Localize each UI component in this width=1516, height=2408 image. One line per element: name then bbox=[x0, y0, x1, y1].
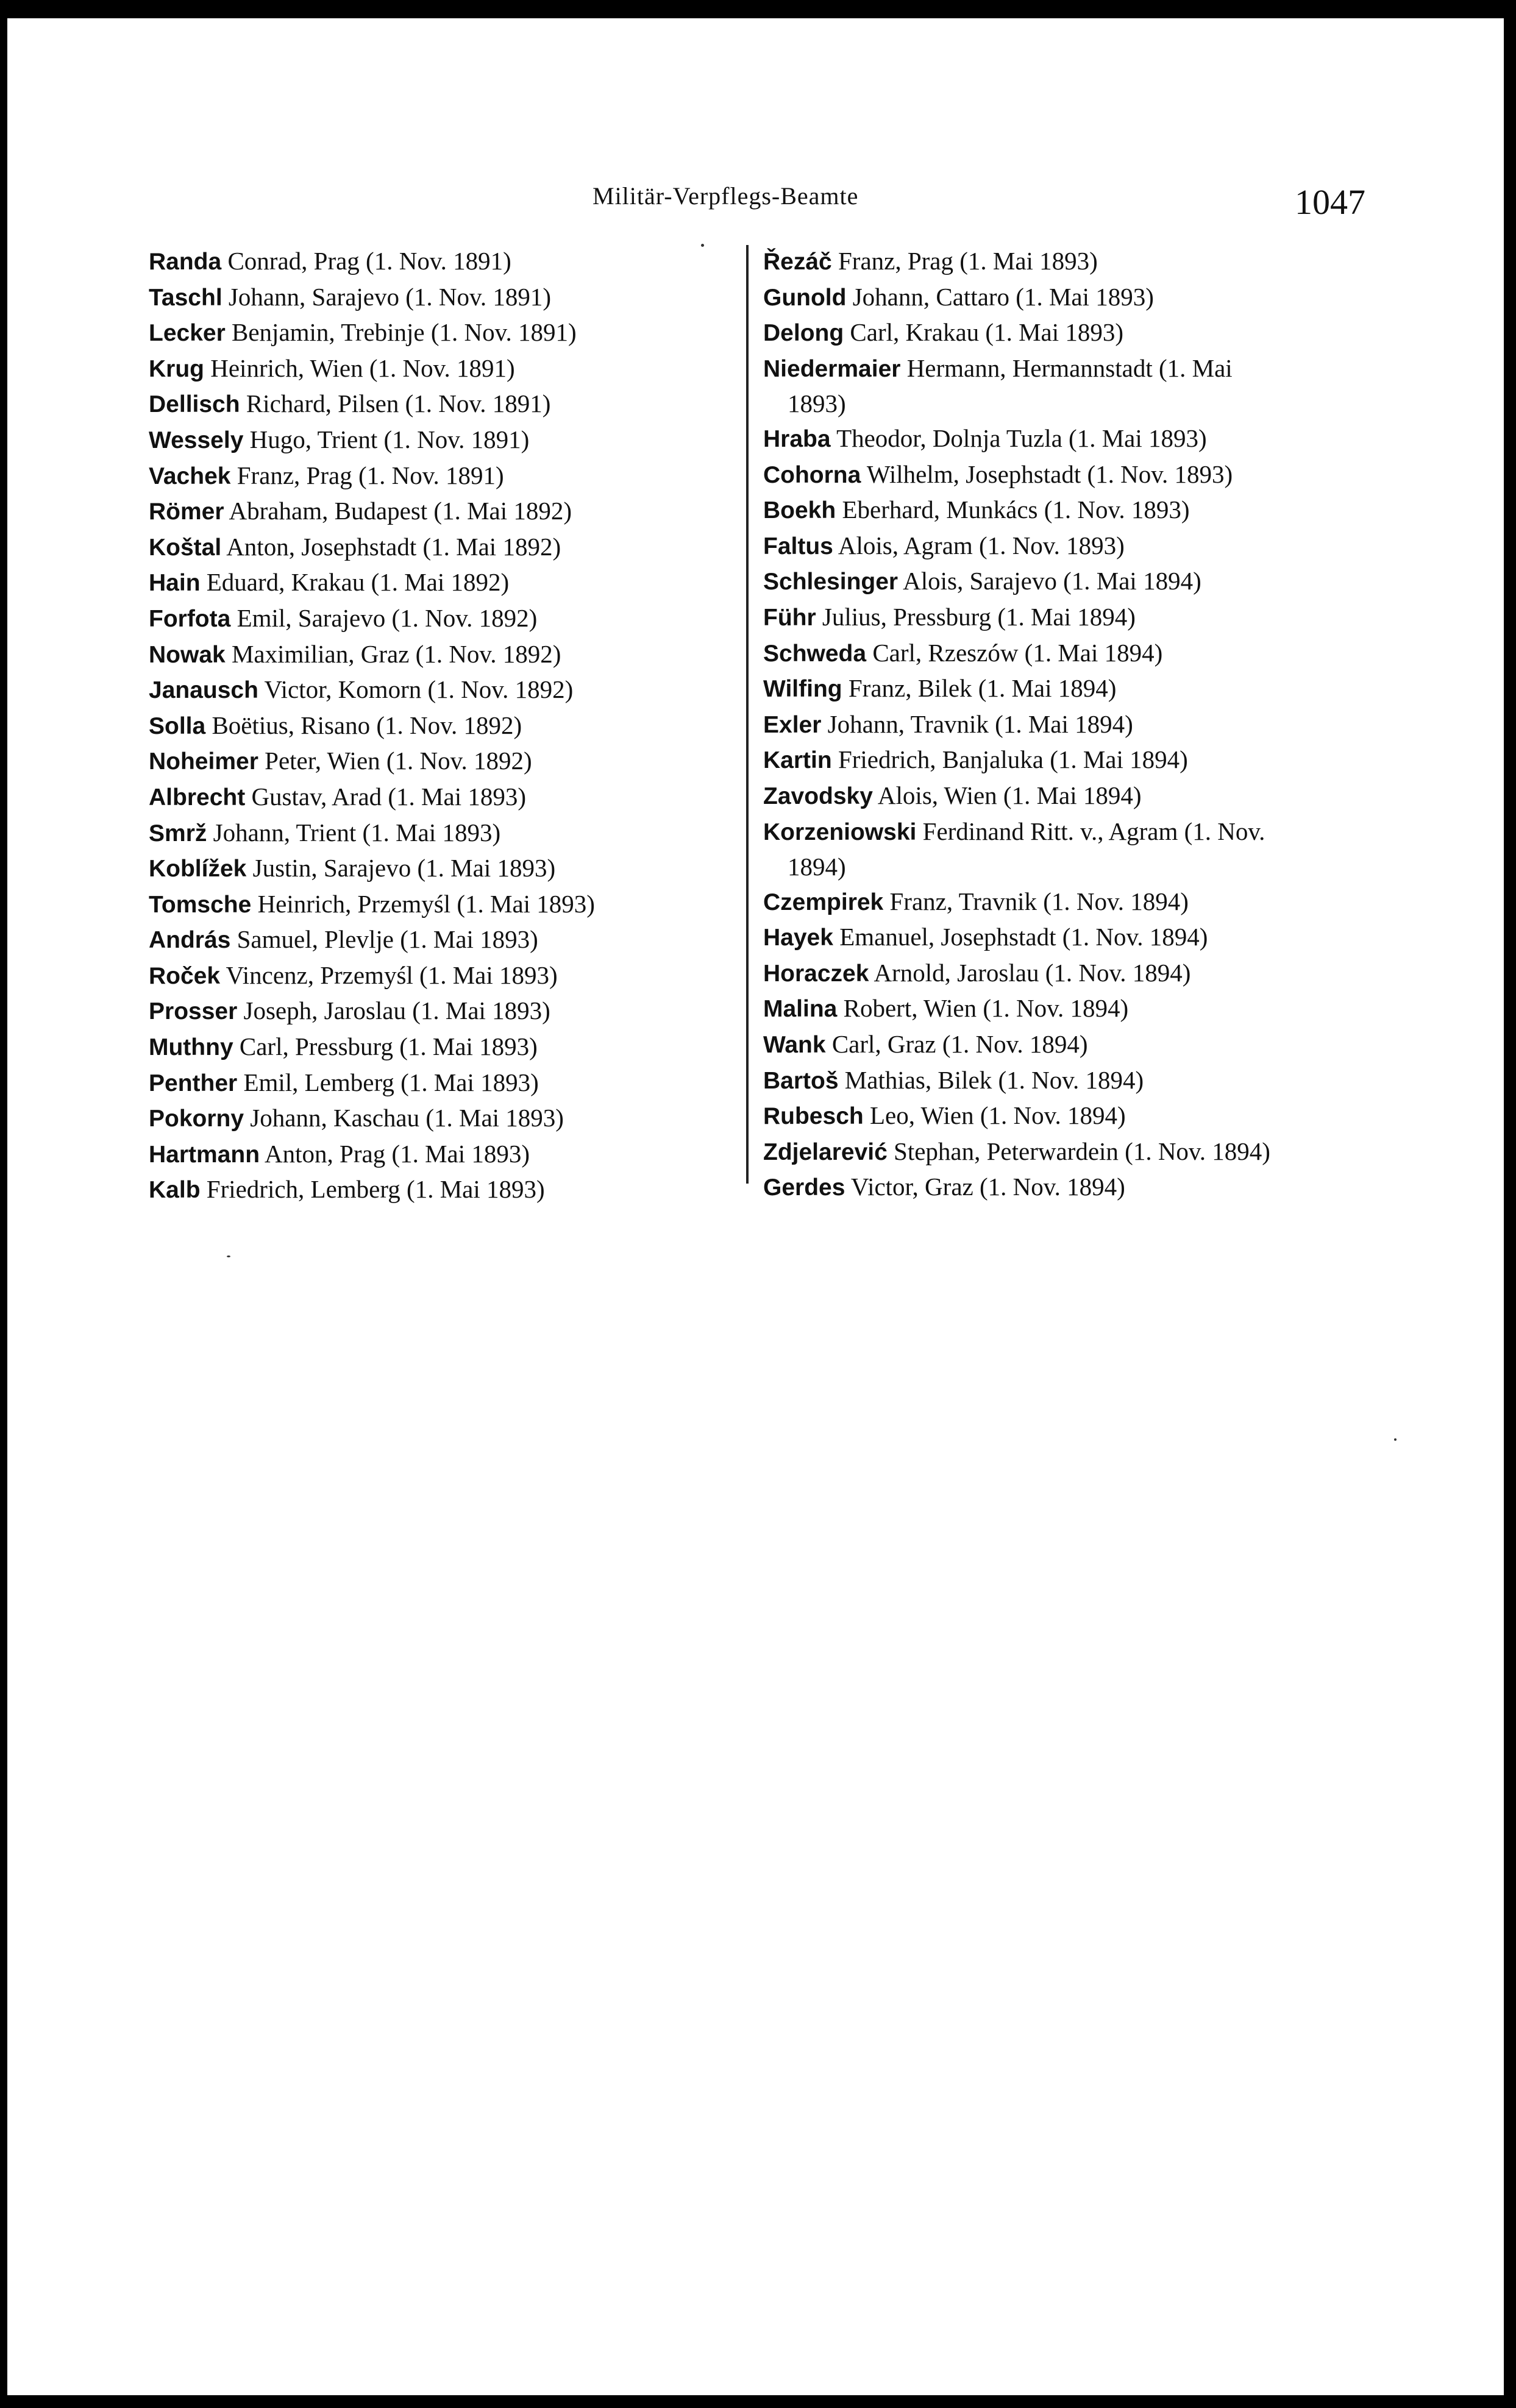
list-item bbox=[763, 421, 1364, 457]
entry-surname: Forfota bbox=[149, 605, 231, 632]
list-item bbox=[763, 742, 1364, 778]
entry-surname: Randa bbox=[149, 249, 222, 275]
entry-surname: Koštal bbox=[149, 534, 222, 561]
entry-details: Julius, Pressburg (1. Mai 1894) bbox=[822, 602, 1136, 631]
list-item bbox=[149, 672, 722, 708]
entry-details: Stephan, Peterwardein (1. Nov. 1894) bbox=[894, 1137, 1270, 1165]
entry-details: Ferdinand Ritt. v., Agram (1. Nov. bbox=[922, 817, 1265, 845]
list-item bbox=[149, 993, 722, 1029]
entry-details: Johann, Sarajevo (1. Nov. 1891) bbox=[228, 282, 552, 311]
list-item bbox=[149, 1029, 722, 1065]
entry-details: Richard, Pilsen (1. Nov. 1891) bbox=[246, 389, 551, 418]
list-item bbox=[149, 351, 722, 387]
entry-surname: Czempirek bbox=[763, 889, 884, 915]
list-item bbox=[763, 1170, 1364, 1206]
entry-surname: András bbox=[149, 927, 231, 954]
list-item bbox=[149, 815, 722, 851]
entry-details: Alois, Sarajevo (1. Mai 1894) bbox=[903, 567, 1201, 595]
entry-details: Friedrich, Banjaluka (1. Mai 1894) bbox=[838, 745, 1188, 774]
entry-details: Johann, Cattaro (1. Mai 1893) bbox=[852, 282, 1154, 311]
entry-details: Friedrich, Lemberg (1. Mai 1893) bbox=[206, 1175, 545, 1204]
entry-surname: Nowak bbox=[149, 641, 226, 668]
entry-surname: Wessely bbox=[149, 427, 244, 453]
entry-surname: Gerdes bbox=[763, 1174, 845, 1201]
entry-details: Peter, Wien (1. Nov. 1892) bbox=[265, 747, 532, 775]
list-item bbox=[149, 851, 722, 887]
entry-surname: Cohorna bbox=[763, 461, 861, 488]
entry-surname: Schlesinger bbox=[763, 569, 899, 595]
entry-surname: Zdjelarević bbox=[763, 1138, 888, 1165]
entry-details: Carl, Pressburg (1. Mai 1893) bbox=[239, 1032, 538, 1061]
list-item bbox=[149, 1172, 722, 1208]
list-item bbox=[763, 778, 1364, 814]
entry-surname: Roček bbox=[149, 962, 221, 989]
entry-surname: Albrecht bbox=[149, 784, 246, 811]
list-item bbox=[149, 1101, 722, 1137]
entry-surname: Wilfing bbox=[763, 676, 842, 703]
list-item bbox=[763, 1098, 1364, 1134]
running-header: Militär-Verpflegs-Beamte bbox=[593, 182, 859, 210]
list-item bbox=[149, 1137, 722, 1173]
list-item bbox=[763, 244, 1364, 280]
list-item bbox=[149, 637, 722, 673]
list-item bbox=[149, 780, 722, 815]
entry-surname: Muthny bbox=[149, 1034, 233, 1061]
entry-details: Joseph, Jaroslau (1. Mai 1893) bbox=[243, 996, 550, 1025]
entry-surname: Tomsche bbox=[149, 891, 252, 918]
entry-surname: Malina bbox=[763, 996, 838, 1023]
entry-surname: Smrž bbox=[149, 820, 207, 847]
entry-details: Anton, Josephstadt (1. Mai 1892) bbox=[226, 532, 561, 561]
entry-details: Benjamin, Trebinje (1. Nov. 1891) bbox=[232, 318, 577, 347]
entry-details: Eberhard, Munkács (1. Nov. 1893) bbox=[842, 495, 1190, 524]
entry-surname: Koblížek bbox=[149, 856, 247, 883]
entry-details: Justin, Sarajevo (1. Mai 1893) bbox=[252, 854, 556, 883]
entry-details: Johann, Trient (1. Mai 1893) bbox=[213, 818, 501, 847]
entry-details: Victor, Graz (1. Nov. 1894) bbox=[850, 1173, 1125, 1201]
list-item bbox=[149, 244, 722, 280]
entry-surname: Taschl bbox=[149, 284, 222, 311]
entry-details: Franz, Prag (1. Nov. 1891) bbox=[237, 461, 504, 489]
list-item bbox=[763, 884, 1364, 920]
print-speck bbox=[1394, 1438, 1397, 1441]
entry-details: Arnold, Jaroslau (1. Nov. 1894) bbox=[874, 958, 1191, 987]
entry-details: Carl, Graz (1. Nov. 1894) bbox=[831, 1030, 1088, 1059]
entry-details: Mathias, Bilek (1. Nov. 1894) bbox=[844, 1065, 1144, 1094]
entry-details: Theodor, Dolnja Tuzla (1. Mai 1893) bbox=[836, 424, 1207, 452]
entry-surname: Janausch bbox=[149, 677, 258, 704]
entry-surname: Lecker bbox=[149, 320, 226, 347]
list-item bbox=[149, 530, 722, 566]
entry-surname: Delong bbox=[763, 320, 844, 347]
list-item bbox=[763, 1134, 1364, 1170]
list-item bbox=[763, 1027, 1364, 1063]
list-item bbox=[149, 315, 722, 351]
list-item bbox=[763, 280, 1364, 316]
list-item bbox=[149, 422, 722, 458]
list-item bbox=[763, 814, 1364, 884]
list-item bbox=[763, 707, 1364, 743]
entry-surname: Bartoš bbox=[763, 1067, 839, 1094]
list-item bbox=[149, 887, 722, 923]
entry-surname: Vachek bbox=[149, 463, 231, 489]
entry-details: Wilhelm, Josephstadt (1. Nov. 1893) bbox=[866, 460, 1233, 488]
entry-details: Emil, Lemberg (1. Mai 1893) bbox=[243, 1068, 539, 1096]
entry-surname: Hayek bbox=[763, 925, 833, 951]
entry-details: Carl, Rzeszów (1. Mai 1894) bbox=[872, 638, 1163, 667]
column-divider bbox=[746, 245, 749, 1184]
list-item bbox=[149, 601, 722, 637]
entry-surname: Penther bbox=[149, 1070, 238, 1096]
entry-details: Heinrich, Przemyśl (1. Mai 1893) bbox=[257, 889, 595, 918]
entry-details: Leo, Wien (1. Nov. 1894) bbox=[869, 1101, 1126, 1130]
entry-surname: Exler bbox=[763, 711, 822, 738]
entry-details: Conrad, Prag (1. Nov. 1891) bbox=[227, 247, 511, 275]
entry-surname: Krug bbox=[149, 355, 204, 382]
entry-surname: Schweda bbox=[763, 640, 867, 667]
entry-surname: Faltus bbox=[763, 533, 833, 559]
entry-surname: Kalb bbox=[149, 1177, 201, 1204]
list-item bbox=[763, 600, 1364, 636]
entry-continuation: 1894) bbox=[788, 853, 846, 881]
entry-surname: Hartmann bbox=[149, 1141, 260, 1168]
entry-details: Anton, Prag (1. Mai 1893) bbox=[265, 1139, 530, 1168]
list-item bbox=[149, 386, 722, 422]
entry-surname: Niedermaier bbox=[763, 355, 901, 382]
list-item bbox=[763, 956, 1364, 992]
entry-details: Abraham, Budapest (1. Mai 1892) bbox=[229, 497, 572, 525]
entry-details: Victor, Komorn (1. Nov. 1892) bbox=[264, 675, 574, 704]
list-item bbox=[763, 315, 1364, 351]
page-number: 1047 bbox=[1295, 182, 1365, 222]
left-column bbox=[149, 244, 722, 1208]
list-item bbox=[149, 708, 722, 744]
entry-details: Alois, Agram (1. Nov. 1893) bbox=[838, 531, 1125, 559]
entry-surname: Wank bbox=[763, 1032, 826, 1059]
list-item bbox=[763, 457, 1364, 493]
list-item bbox=[763, 991, 1364, 1027]
list-item bbox=[149, 494, 722, 530]
list-item bbox=[149, 280, 722, 316]
entry-details: Eduard, Krakau (1. Mai 1892) bbox=[206, 568, 510, 597]
list-item bbox=[763, 671, 1364, 707]
list-item bbox=[149, 922, 722, 958]
entry-details: Alois, Wien (1. Mai 1894) bbox=[877, 781, 1142, 809]
entry-surname: Řezáč bbox=[763, 249, 832, 275]
document-page bbox=[7, 18, 1504, 2395]
list-item bbox=[149, 744, 722, 780]
entry-details: Emanuel, Josephstadt (1. Nov. 1894) bbox=[839, 923, 1208, 951]
list-item bbox=[149, 958, 722, 994]
entry-surname: Korzeniowski bbox=[763, 819, 917, 845]
entry-surname: Rubesch bbox=[763, 1103, 864, 1130]
entry-details: Hugo, Trient (1. Nov. 1891) bbox=[249, 425, 530, 453]
entry-details: Vincenz, Przemyśl (1. Mai 1893) bbox=[226, 961, 558, 989]
entry-details: Johann, Travnik (1. Mai 1894) bbox=[827, 709, 1133, 738]
list-item bbox=[763, 492, 1364, 528]
entry-details: Franz, Prag (1. Mai 1893) bbox=[838, 247, 1098, 275]
list-item bbox=[763, 351, 1364, 421]
list-item bbox=[149, 458, 722, 494]
list-item bbox=[763, 564, 1364, 600]
entry-surname: Zavodsky bbox=[763, 783, 873, 809]
entry-details: Boëtius, Risano (1. Nov. 1892) bbox=[212, 711, 522, 739]
entry-details: Emil, Sarajevo (1. Nov. 1892) bbox=[237, 603, 538, 632]
entry-details: Heinrich, Wien (1. Nov. 1891) bbox=[210, 353, 515, 382]
entry-surname: Prosser bbox=[149, 998, 238, 1025]
entry-surname: Hain bbox=[149, 570, 201, 597]
entry-surname: Boekh bbox=[763, 497, 836, 524]
print-speck bbox=[227, 1255, 230, 1257]
entry-details: Robert, Wien (1. Nov. 1894) bbox=[843, 994, 1129, 1023]
entry-surname: Dellisch bbox=[149, 391, 240, 418]
list-item bbox=[149, 565, 722, 601]
list-item bbox=[149, 1065, 722, 1101]
entry-details: Maximilian, Graz (1. Nov. 1892) bbox=[231, 639, 561, 668]
entry-details: Carl, Krakau (1. Mai 1893) bbox=[850, 318, 1124, 347]
entry-surname: Noheimer bbox=[149, 748, 258, 775]
entry-surname: Römer bbox=[149, 499, 224, 525]
entry-surname: Horaczek bbox=[763, 960, 869, 987]
entry-details: Johann, Kaschau (1. Mai 1893) bbox=[250, 1104, 564, 1132]
entry-surname: Führ bbox=[763, 604, 816, 631]
entry-details: Hermann, Hermannstadt (1. Mai bbox=[906, 353, 1233, 382]
right-column bbox=[763, 244, 1364, 1206]
entry-details: Gustav, Arad (1. Mai 1893) bbox=[251, 782, 526, 811]
list-item bbox=[763, 528, 1364, 564]
entry-details: Samuel, Plevlje (1. Mai 1893) bbox=[237, 925, 538, 954]
entry-surname: Pokorny bbox=[149, 1106, 244, 1132]
entry-surname: Gunold bbox=[763, 284, 847, 311]
entry-details: Franz, Travnik (1. Nov. 1894) bbox=[889, 887, 1189, 915]
list-item bbox=[763, 636, 1364, 672]
list-item bbox=[763, 1063, 1364, 1099]
print-speck bbox=[701, 244, 704, 247]
entry-continuation: 1893) bbox=[788, 389, 846, 418]
entry-surname: Kartin bbox=[763, 747, 832, 774]
entry-surname: Solla bbox=[149, 712, 206, 739]
entry-details: Franz, Bilek (1. Mai 1894) bbox=[848, 674, 1117, 703]
entry-surname: Hraba bbox=[763, 425, 831, 452]
list-item bbox=[763, 920, 1364, 956]
